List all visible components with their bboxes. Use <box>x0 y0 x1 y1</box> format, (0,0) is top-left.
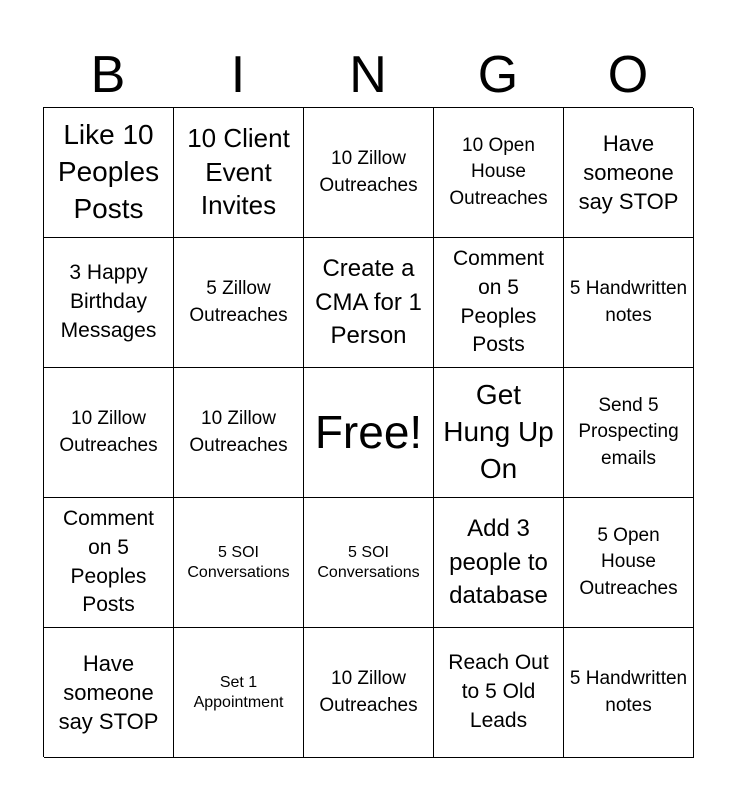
bingo-cell-g5[interactable]: Reach Out to 5 Old Leads <box>434 628 564 758</box>
bingo-grid <box>43 107 693 757</box>
header-letter-n: N <box>349 46 387 104</box>
bingo-cell-n2[interactable]: Create a CMA for 1 Person <box>304 238 434 368</box>
bingo-cell-i5[interactable]: Set 1 Appointment <box>174 628 304 758</box>
bingo-cell-i1[interactable]: 10 Client Event Invites <box>174 108 304 238</box>
bingo-cell-g3[interactable]: Get Hung Up On <box>434 368 564 498</box>
bingo-cell-i2[interactable]: 5 Zillow Outreaches <box>174 238 304 368</box>
bingo-cell-n4[interactable]: 5 SOI Conversations <box>304 498 434 628</box>
bingo-cell-free[interactable]: Free! <box>304 368 434 498</box>
header-letter-g: G <box>477 46 519 104</box>
bingo-cell-b1[interactable]: Like 10 Peoples Posts <box>44 108 174 238</box>
bingo-cell-o2[interactable]: 5 Handwritten notes <box>564 238 694 368</box>
bingo-cell-b5[interactable]: Have someone say STOP <box>44 628 174 758</box>
bingo-cell-b3[interactable]: 10 Zillow Outreaches <box>44 368 174 498</box>
bingo-cell-o5[interactable]: 5 Handwritten notes <box>564 628 694 758</box>
bingo-cell-o4[interactable]: 5 Open House Outreaches <box>564 498 694 628</box>
bingo-cell-o3[interactable]: Send 5 Prospecting emails <box>564 368 694 498</box>
bingo-cell-o1[interactable]: Have someone say STOP <box>564 108 694 238</box>
bingo-cell-n1[interactable]: 10 Zillow Outreaches <box>304 108 434 238</box>
bingo-cell-b4[interactable]: Comment on 5 Peoples Posts <box>44 498 174 628</box>
bingo-cell-i3[interactable]: 10 Zillow Outreaches <box>174 368 304 498</box>
header-letter-i: I <box>230 46 246 104</box>
bingo-cell-g2[interactable]: Comment on 5 Peoples Posts <box>434 238 564 368</box>
bingo-cell-i4[interactable]: 5 SOI Conversations <box>174 498 304 628</box>
bingo-cell-g1[interactable]: 10 Open House Outreaches <box>434 108 564 238</box>
bingo-cell-b2[interactable]: 3 Happy Birthday Messages <box>44 238 174 368</box>
header-letter-o: O <box>607 46 649 104</box>
bingo-cell-n5[interactable]: 10 Zillow Outreaches <box>304 628 434 758</box>
bingo-cell-g4[interactable]: Add 3 people to database <box>434 498 564 628</box>
bingo-header <box>43 42 693 108</box>
header-letter-b: B <box>90 46 126 104</box>
